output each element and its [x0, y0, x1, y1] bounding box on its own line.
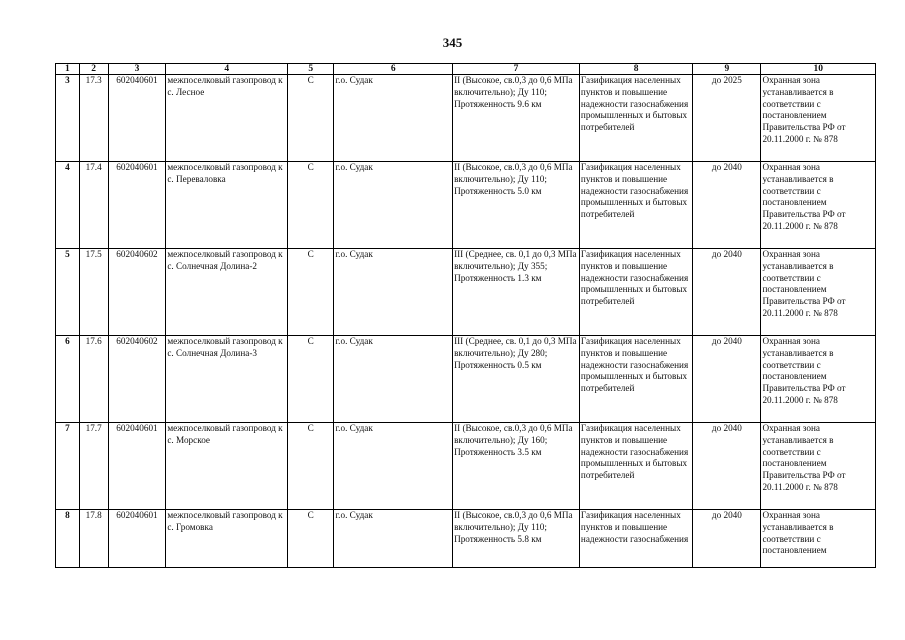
row-code: 17.8: [79, 510, 108, 568]
row-type: С: [288, 249, 334, 336]
table-row: [56, 510, 876, 568]
row-location: г.о. Судак: [334, 510, 453, 568]
row-purpose: Газификация населенных пунктов и повышение надежности газоснабжения промышленных и бытовых потребителей: [579, 423, 692, 510]
row-code: 17.4: [79, 162, 108, 249]
row-location: г.о. Судак: [334, 162, 453, 249]
table-row: [56, 75, 876, 162]
column-header: 1: [56, 64, 80, 75]
table-row: [56, 423, 876, 510]
column-header: 7: [453, 64, 580, 75]
row-id: 602040601: [108, 162, 166, 249]
row-location: г.о. Судак: [334, 423, 453, 510]
row-name: межпоселковый газопровод к с. Солнечная Долина-3: [166, 336, 288, 423]
row-id: 602040601: [108, 423, 166, 510]
column-header: 8: [579, 64, 692, 75]
row-code: 17.7: [79, 423, 108, 510]
row-zone: Охранная зона устанавливается в соответствии с постановлением Правительства РФ от 20.11.2000 г. № 878: [761, 162, 876, 249]
row-term: до 2040: [693, 249, 761, 336]
row-zone: Охранная зона устанавливается в соответствии с постановлением: [761, 510, 876, 568]
row-purpose: Газификация населенных пунктов и повышение надежности газоснабжения промышленных и бытовых потребителей: [579, 162, 692, 249]
row-params: II (Высокое, св.0,3 до 0,6 МПа включительно); Ду 110; Протяженность 9.6 км: [453, 75, 580, 162]
row-params: II (Высокое, св.0,3 до 0,6 МПа включительно); Ду 110; Протяженность 5.8 км: [453, 510, 580, 568]
row-number: 4: [56, 162, 80, 249]
row-location: г.о. Судак: [334, 336, 453, 423]
row-term: до 2040: [693, 423, 761, 510]
row-id: 602040602: [108, 336, 166, 423]
row-id: 602040601: [108, 75, 166, 162]
row-name: межпоселковый газопровод к с. Громовка: [166, 510, 288, 568]
column-header: 3: [108, 64, 166, 75]
row-id: 602040602: [108, 249, 166, 336]
row-params: III (Среднее, св. 0,1 до 0,3 МПа включительно); Ду 280; Протяженность 0.5 км: [453, 336, 580, 423]
row-location: г.о. Судак: [334, 75, 453, 162]
row-name: межпоселковый газопровод к с. Солнечная Долина-2: [166, 249, 288, 336]
row-type: С: [288, 423, 334, 510]
header-row: [56, 64, 876, 75]
row-purpose: Газификация населенных пунктов и повышение надежности газоснабжения промышленных и бытовых потребителей: [579, 336, 692, 423]
row-number: 6: [56, 336, 80, 423]
row-params: III (Среднее, св. 0,1 до 0,3 МПа включительно); Ду 355; Протяженность 1.3 км: [453, 249, 580, 336]
row-name: межпоселковый газопровод к с. Морское: [166, 423, 288, 510]
row-purpose: Газификация населенных пунктов и повышение надежности газоснабжения промышленных и бытовых потребителей: [579, 249, 692, 336]
row-code: 17.3: [79, 75, 108, 162]
row-zone: Охранная зона устанавливается в соответствии с постановлением Правительства РФ от 20.11.2000 г. № 878: [761, 423, 876, 510]
row-code: 17.6: [79, 336, 108, 423]
column-header: 4: [166, 64, 288, 75]
row-name: межпоселковый газопровод к с. Переваловка: [166, 162, 288, 249]
row-type: С: [288, 162, 334, 249]
row-number: 8: [56, 510, 80, 568]
row-zone: Охранная зона устанавливается в соответствии с постановлением Правительства РФ от 20.11.2000 г. № 878: [761, 249, 876, 336]
row-params: II (Высокое, св.0,3 до 0,6 МПа включительно); Ду 110; Протяженность 5.0 км: [453, 162, 580, 249]
row-id: 602040601: [108, 510, 166, 568]
table-row: [56, 162, 876, 249]
row-number: 3: [56, 75, 80, 162]
row-term: до 2025: [693, 75, 761, 162]
row-term: до 2040: [693, 162, 761, 249]
page-number: 345: [442, 35, 463, 50]
row-location: г.о. Судак: [334, 249, 453, 336]
row-number: 7: [56, 423, 80, 510]
row-term: до 2040: [693, 510, 761, 568]
row-type: С: [288, 510, 334, 568]
column-header: 5: [288, 64, 334, 75]
row-type: С: [288, 336, 334, 423]
row-name: межпоселковый газопровод к с. Лесное: [166, 75, 288, 162]
row-purpose: Газификация населенных пунктов и повышение надежности газоснабжения: [579, 510, 692, 568]
column-header: 6: [334, 64, 453, 75]
row-code: 17.5: [79, 249, 108, 336]
row-purpose: Газификация населенных пунктов и повышение надежности газоснабжения промышленных и бытовых потребителей: [579, 75, 692, 162]
row-params: II (Высокое, св.0,3 до 0,6 МПа включительно); Ду 160; Протяженность 3.5 км: [453, 423, 580, 510]
row-type: С: [288, 75, 334, 162]
column-header: 10: [761, 64, 876, 75]
column-header: 9: [693, 64, 761, 75]
table-row: [56, 249, 876, 336]
row-zone: Охранная зона устанавливается в соответствии с постановлением Правительства РФ от 20.11.2000 г. № 878: [761, 336, 876, 423]
column-header: 2: [79, 64, 108, 75]
row-zone: Охранная зона устанавливается в соответствии с постановлением Правительства РФ от 20.11.2000 г. № 878: [761, 75, 876, 162]
document-table: [55, 63, 876, 568]
row-term: до 2040: [693, 336, 761, 423]
table-row: [56, 336, 876, 423]
row-number: 5: [56, 249, 80, 336]
